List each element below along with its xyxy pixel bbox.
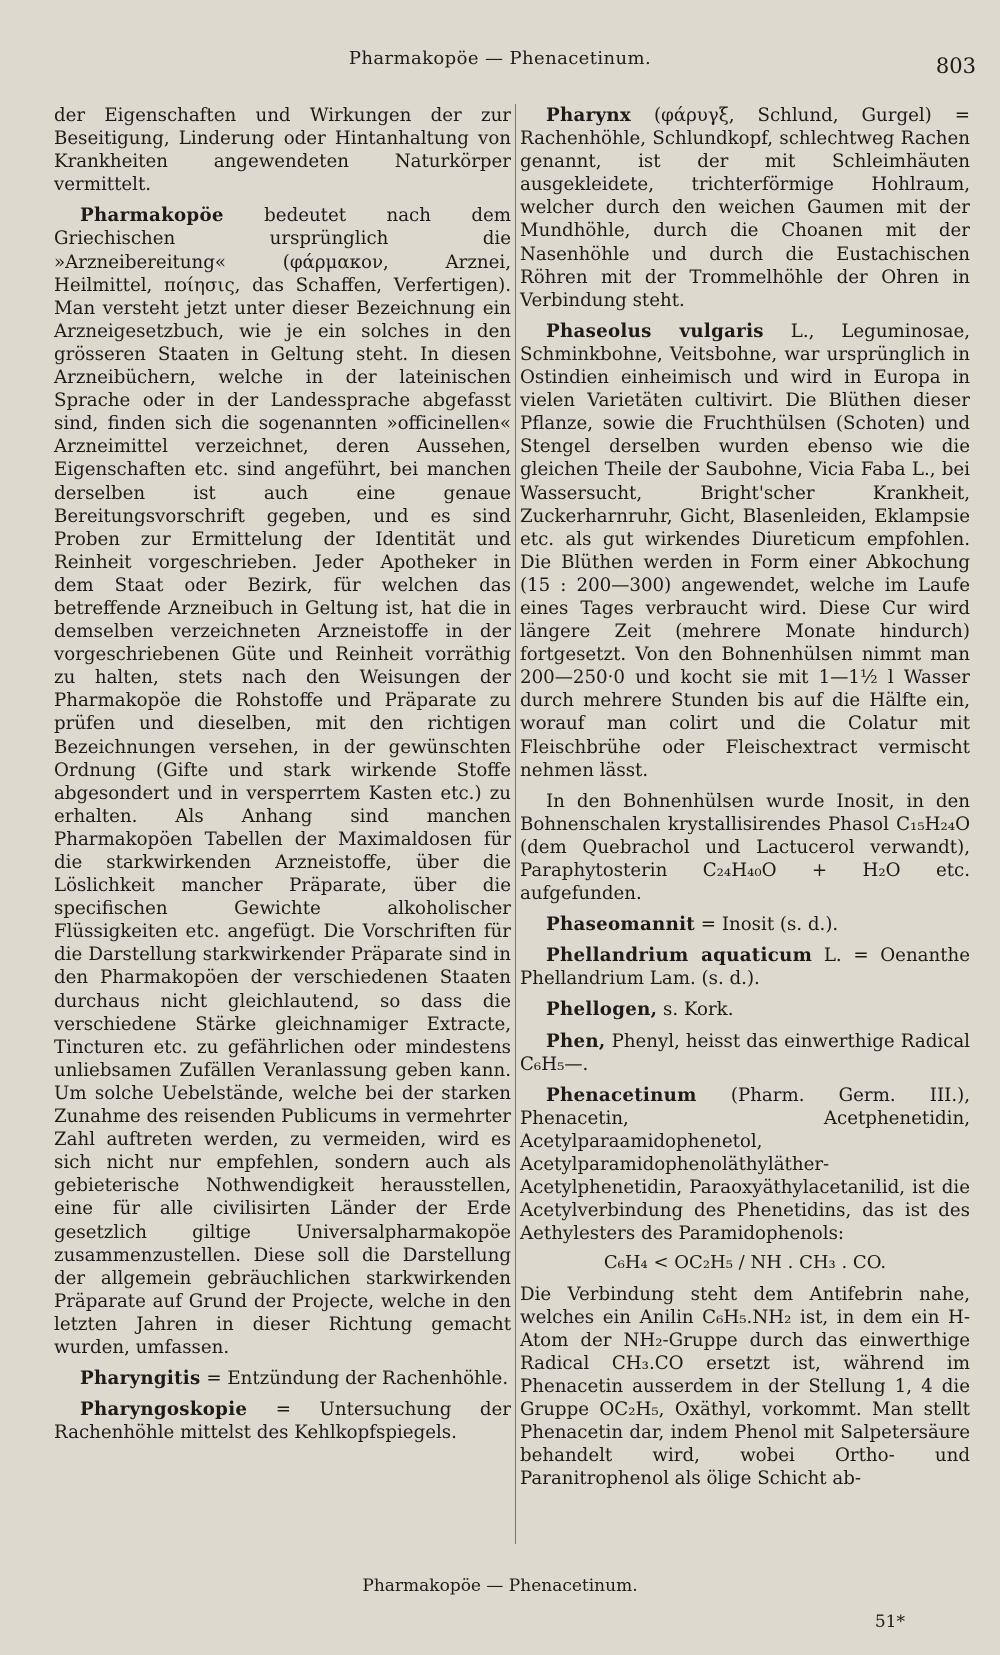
entry-phaseolus xyxy=(520,320,970,782)
entry-text: bedeutet nach dem Griechischen ursprünglich die »Arzneibereitung« (φάρμακον, Arznei, Heilmittel, ποίησις, das Schaffen, Verfertigen). Man versteht jetzt unter dieser Bezeichnung ein Arzneigesetzbuch, wie je ein solches in den grösseren Staaten in Geltung steht. In diesen Arzneibüchern, welche in der lateinischen Sprache oder in der Landessprache abgefasst sind, finden sich die sogenannten »officinellen« Arzneimittel verzeichnet, deren Aussehen, Eigenschaften etc. sind angeführt, bei manchen derselben ist auch eine genaue Bereitungsvorschrift gegeben, und es sind Proben zur Ermittelung der Identität und Reinheit vorgeschrieben. Jeder Apotheker in dem Staat oder Bezirk, für welchen das betreffende Arzneibuch in Geltung ist, hat die in demselben verzeichneten Arzneistoffe in der vorgeschriebenen Güte und Reinheit vorräthig zu halten, stets nach den Weisungen der Pharmakopöe die Rohstoffe und Präparate zu prüfen und dieselben, mit den richtigen Bezeichnungen versehen, in der gewünschten Ordnung (Gifte und stark wirkende Stoffe abgesondert und in versperrtem Kasten etc.) zu erhalten. Als Anhang sind manchen Pharmakopöen Tabellen der Maximaldosen für die starkwirkenden Arzneistoffe, über die Löslichkeit mancher Präparate, über die specifischen Gewichte alkoholischer Flüssigkeiten etc. angefügt. Die Vorschriften für die Darstellung starkwirkender Präparate sind in den Pharmakopöen der verschiedenen Staaten durchaus nicht gleichlautend, so dass die verschiedene Stärke gleichnamiger Extracte, Tincturen etc. zu gefährlichen oder mindestens unliebsamen Zufällen Veranlassung geben kann. Um solche Uebelstände, welche bei der starken Zunahme des reisenden Publicums in vermehrter Zahl auftreten werden, zu vermeiden, wird es sich nicht nur empfehlen, sondern auch als gebieterische Nothwendigkeit herausstellen, eine für alle civilisirten Länder der Erde gesetzlich giltige Universalpharmakopöe zusammenzustellen. Diese soll die Darstellung der allgemein gebräuchlichen starkwirkenden Präparate auf Grund der Projecte, welche in den letzten Jahren in dieser Richtung gemacht wurden, umfassen. xyxy=(54,205,511,1358)
entry-text: (Pharm. Germ. III.), Phenacetin, Acetphenetidin, Acetylparaamidophenetol, Acetylparamidophenoläthyläther-Acetylphenetidin, Paraoxyäthylacetanilid, ist die Acetylverbindung des Phenetidins, das ist des Aethylesters des Paramidophenols: xyxy=(520,1084,970,1245)
entry-term: Pharyngoskopie xyxy=(80,1399,248,1421)
entry-term: Phen, xyxy=(546,1030,606,1052)
footer-title: Pharmakopöe — Phenacetinum. xyxy=(362,1576,638,1596)
entry-phenacetinum xyxy=(520,1084,970,1246)
signature-mark: 51* xyxy=(874,1612,905,1632)
column-divider xyxy=(515,104,516,1544)
entry-pharmakopoee xyxy=(54,204,511,1359)
entry-pharyngitis xyxy=(54,1367,511,1390)
entry-text: = Untersuchung der Rachenhöhle mittelst des Kehlkopfspiegels. xyxy=(54,1399,511,1444)
left-column xyxy=(54,104,511,1444)
paragraph-inosit: In den Bohnenhülsen wurde Inosit, in den Bohnenschalen krystallisirendes Phasol C₁₅H₂₄O (dem Quebrachol und Lactucerol verwandt), Paraphytosterin C₂₄H₄₀O + H₂O etc. aufgefunden. xyxy=(520,790,970,905)
entry-term: Phaseomannit xyxy=(546,914,696,936)
entry-term: Pharyngitis xyxy=(80,1368,201,1390)
entry-text: s. Kork. xyxy=(657,999,734,1021)
entry-phellogen xyxy=(520,998,970,1021)
entry-text: Phenyl, heisst das einwerthige Radical C₆H₅—. xyxy=(520,1030,970,1075)
entry-text: L., Leguminosae, Schminkbohne, Veitsbohne, war ursprünglich in Ostindien einheimisch und wird in Europa in vielen Varietäten cultivirt. Die Blüthen dieser Pflanze, sowie die Fruchthülsen (Schoten) und Stengel derselben wurden ebenso wie die gleichen Theile der Saubohne, Vicia Faba L., bei Wassersucht, Bright'scher Krankheit, Zuckerharnruhr, Gicht, Blasenleiden, Eklampsie etc. als gut wirkendes Diureticum empfohlen. Die Blüthen werden in Form einer Abkochung (15 : 200—300) angewendet, welche im Laufe eines Tages verbraucht wird. Diese Cur wird längere Zeit (mehrere Monate hindurch) fortgesetzt. Von den Bohnenhülsen nimmt man 200—250·0 und kocht sie mit 1—1½ l Wasser durch mehrere Stunden bis auf die Hälfte ein, worauf man colirt und die Colatur mit Fleischbrühe oder Fleischextract vermischt nehmen lässt. xyxy=(520,320,970,781)
paragraph-continuation: der Eigenschaften und Wirkungen der zur Beseitigung, Linderung oder Hintanhaltung von Krankheiten angewendeten Naturkörper vermittelt. xyxy=(54,105,511,196)
chemical-formula: C₆H₄ < OC₂H₅ / NH . CH₃ . CO. xyxy=(603,1252,887,1274)
entry-phaseomannit xyxy=(520,913,970,936)
entry-pharynx xyxy=(520,104,970,312)
entry-term: Phellogen, xyxy=(546,999,658,1021)
entry-text: L. = Oenanthe Phellandrium Lam. (s. d.). xyxy=(520,945,970,990)
entry-phellandrium xyxy=(520,944,970,990)
entry-term: Phenacetinum xyxy=(546,1084,697,1106)
entry-term: Phaseolus vulgaris xyxy=(546,320,764,342)
entry-phen xyxy=(520,1030,970,1076)
page-number: 803 xyxy=(935,54,976,78)
entry-text: = Inosit (s. d.). xyxy=(695,914,839,936)
entry-term: Pharynx xyxy=(546,105,632,126)
entry-term: Pharmakopöe xyxy=(80,205,224,227)
running-title: Pharmakopöe — Phenacetinum. xyxy=(348,48,652,69)
entry-text: = Entzündung der Rachenhöhle. xyxy=(200,1368,509,1390)
running-header xyxy=(0,48,1000,78)
entry-text: (φάρυγξ, Schlund, Gurgel) = Rachenhöhle, Schlundkopf, schlechtweg Rachen genannt, ist der mit Schleimhäuten ausgekleidete, trichterförmige Hohlraum, welcher durch den weichen Gaumen mit der Mundhöhle, durch die Choanen mit der Nasenhöhle und durch die Eustachischen Röhren mit der Trommelhöhle der Ohren in Verbindung steht. xyxy=(520,105,970,311)
entry-term: Phellandrium aquaticum xyxy=(546,945,813,967)
paragraph-verbindung: Die Verbindung steht dem Antifebrin nahe, welches ein Anilin C₆H₅.NH₂ ist, in dem ein H-Atom der NH₂-Gruppe durch das einwerthige Radical CH₃.CO ersetzt ist, während im Phenacetin ausserdem in der Stellung 1, 4 die Gruppe OC₂H₅, Oxäthyl, vorkommt. Man stellt Phenacetin dar, indem Phenol mit Salpetersäure behandelt wird, wobei Ortho- und Paranitrophenol als ölige Schicht ab- xyxy=(520,1283,970,1490)
entry-pharyngoskopie xyxy=(54,1398,511,1444)
right-column xyxy=(520,104,970,1490)
